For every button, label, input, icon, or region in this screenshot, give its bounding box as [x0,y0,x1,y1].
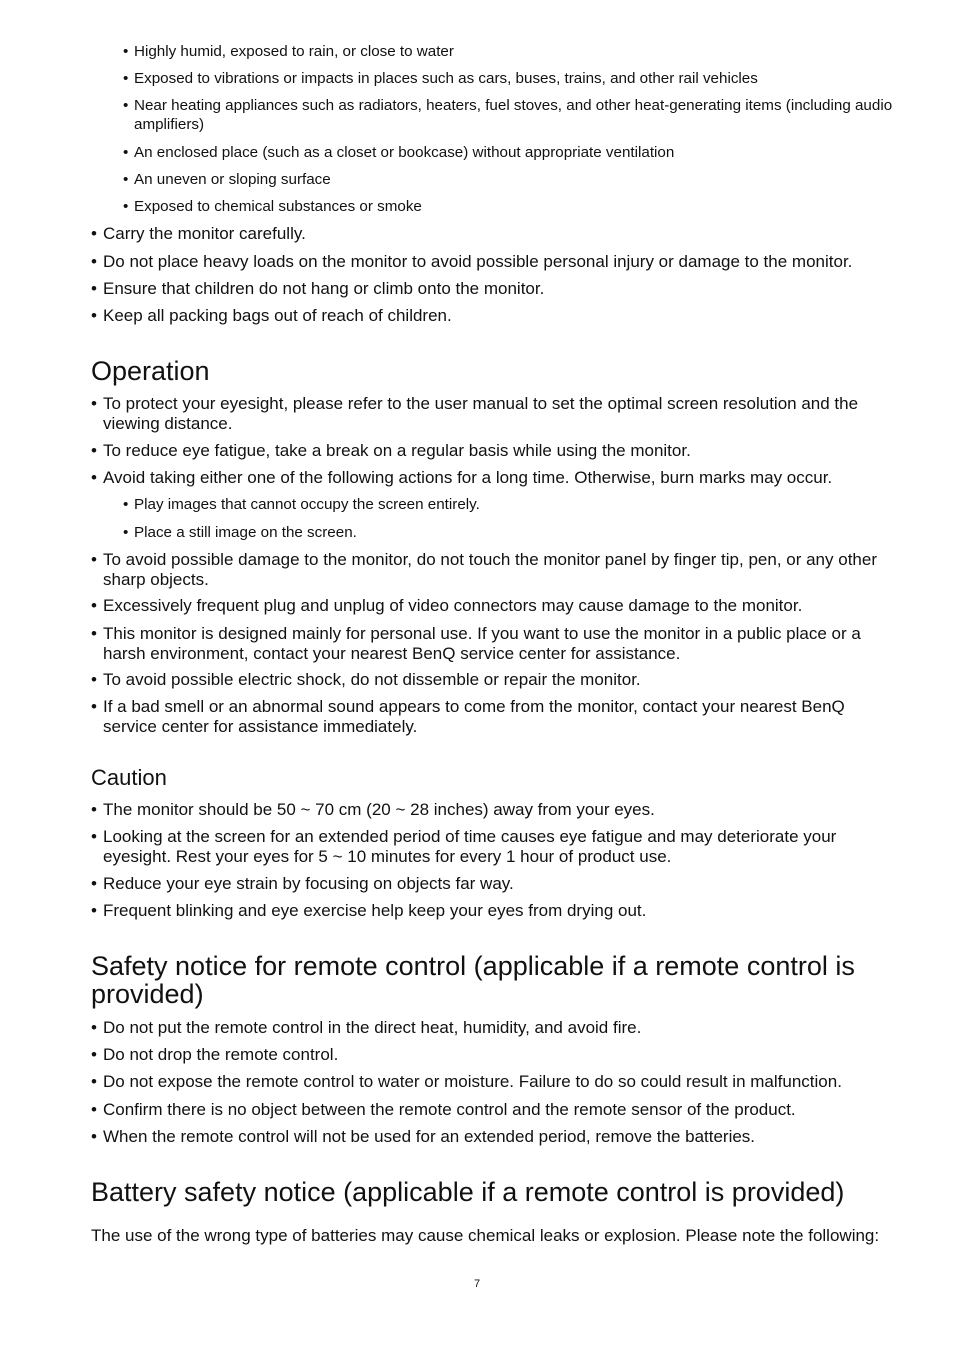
list-item: • To reduce eye fatigue, take a break on a regular basis while using the monitor. [91,441,691,460]
list-item: • Place a still image on the screen. [123,524,357,541]
list-item: • Do not place heavy loads on the monitor to avoid possible personal injury or damage to the monitor. [91,252,853,271]
list-item: • To avoid possible electric shock, do not dissemble or repair the monitor. [91,670,641,689]
list-item: • Highly humid, exposed to rain, or close to water [123,43,454,60]
list-item: • Carry the monitor carefully. [91,224,306,243]
list-item: • An enclosed place (such as a closet or bookcase) without appropriate ventilation [123,144,675,161]
list-item: • An uneven or sloping surface [123,171,331,188]
list-item: • To protect your eyesight, please refer to the user manual to set the optimal screen resolution and the viewing distance. [91,394,859,433]
list-item: • If a bad smell or an abnormal sound appears to come from the monitor, contact your nearest BenQ service center for assistance immediately. [91,697,845,736]
list-item: • Keep all packing bags out of reach of children. [91,306,452,325]
list-item: • Do not expose the remote control to water or moisture. Failure to do so could result in malfunction. [91,1072,842,1091]
list-item: • To avoid possible damage to the monitor, do not touch the monitor panel by finger tip, pen, or any other sharp objects. [91,550,877,589]
list-item: • Exposed to chemical substances or smoke [123,198,422,215]
list-item: • Avoid taking either one of the following actions for a long time. Otherwise, burn marks may occur. [91,468,833,487]
list-item: • Near heating appliances such as radiators, heaters, fuel stoves, and other heat-generating items (including audio amplifiers) [123,97,893,133]
list-item: • Reduce your eye strain by focusing on objects far way. [91,874,514,893]
list-item: • Ensure that children do not hang or climb onto the monitor. [91,279,545,298]
list-item: • The monitor should be 50 ~ 70 cm (20 ~ 28 inches) away from your eyes. [91,800,655,819]
list-item: • This monitor is designed mainly for personal use. If you want to use the monitor in a public place or a harsh environment, contact your nearest BenQ service center for assistance. [91,624,861,663]
list-item: • Frequent blinking and eye exercise help keep your eyes from drying out. [91,901,647,920]
list-item: • Do not drop the remote control. [91,1045,339,1064]
list-item: • Excessively frequent plug and unplug of video connectors may cause damage to the monitor. [91,596,803,615]
list-item: • When the remote control will not be used for an extended period, remove the batteries. [91,1127,756,1146]
section-heading-battery: Battery safety notice (applicable if a remote control is provided) [91,1177,845,1207]
battery-intro: The use of the wrong type of batteries may cause chemical leaks or explosion. Please note the following: [91,1226,880,1245]
list-item: • Play images that cannot occupy the screen entirely. [123,496,480,513]
list-item: • Confirm there is no object between the remote control and the remote sensor of the product. [91,1100,796,1119]
list-item: • Do not put the remote control in the direct heat, humidity, and avoid fire. [91,1018,642,1037]
section-heading-caution: Caution [91,765,167,790]
section-heading-operation: Operation [91,356,210,386]
list-item: • Looking at the screen for an extended period of time causes eye fatigue and may deteriorate your eyesight. Rest your eyes for 5 ~ 10 minutes for every 1 hour of product use. [91,827,837,866]
list-item: • Exposed to vibrations or impacts in places such as cars, buses, trains, and other rail vehicles [123,70,758,87]
page-number: 7 [474,1278,481,1290]
section-heading-remote-control: Safety notice for remote control (applicable if a remote control is provided) [91,951,855,1009]
